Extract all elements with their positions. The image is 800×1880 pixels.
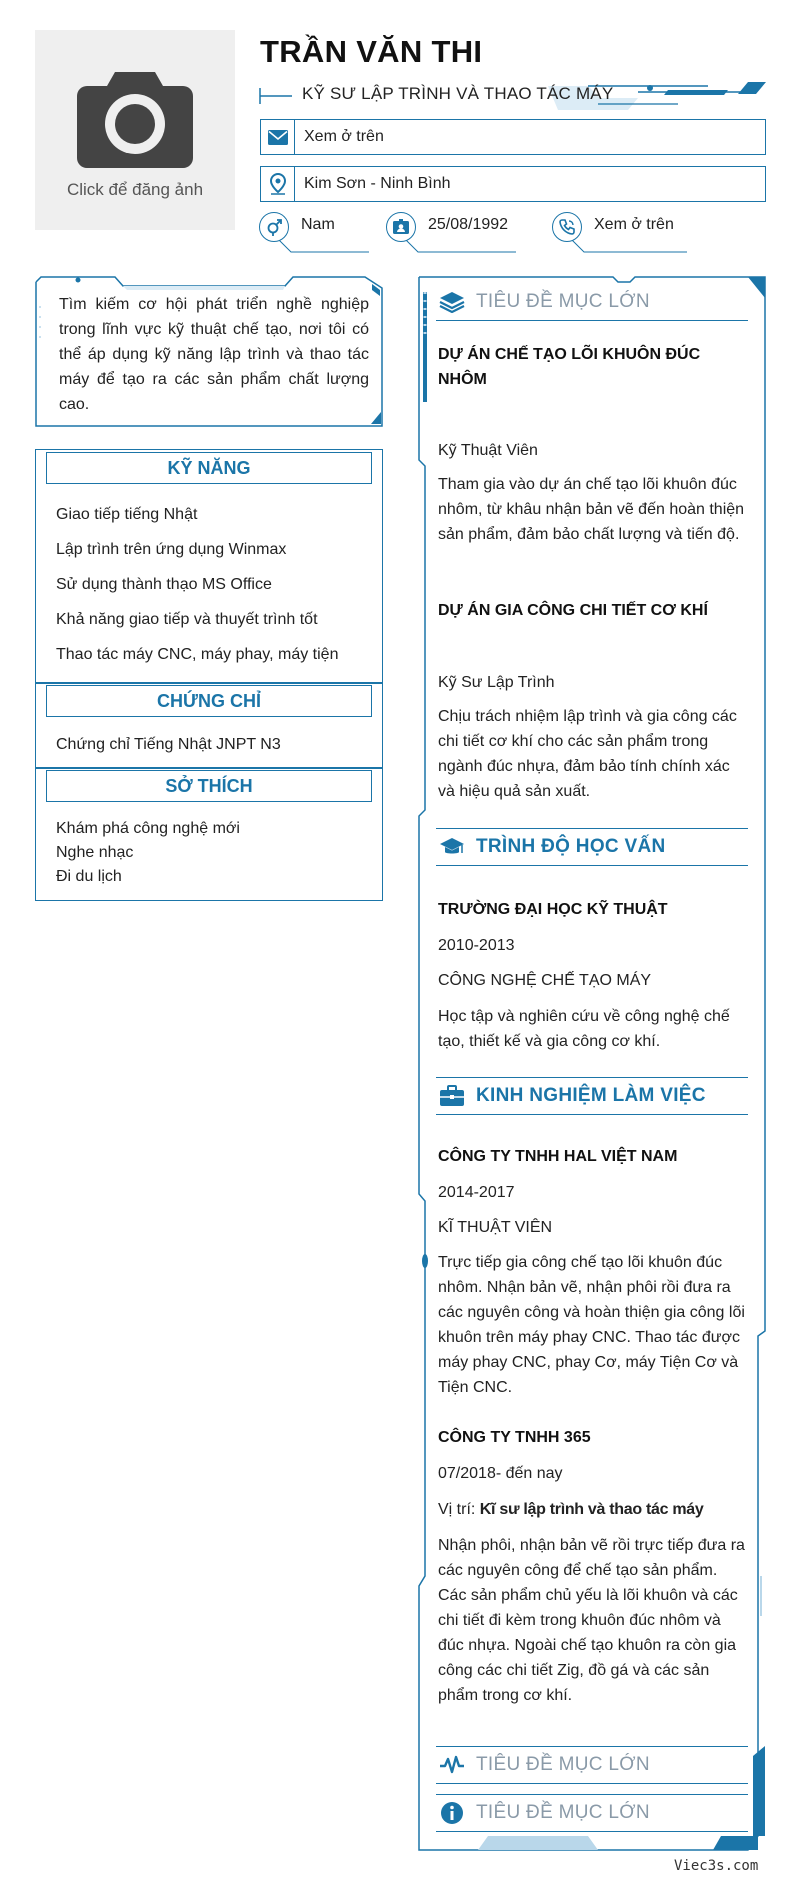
photo-upload[interactable] xyxy=(35,30,235,230)
certificates-heading: CHỨNG CHỈ xyxy=(46,685,372,717)
extra-section-heading[interactable] xyxy=(436,1746,748,1784)
info-icon xyxy=(440,1801,464,1825)
career-objective[interactable] xyxy=(35,276,383,430)
phone-value: Xem ở trên xyxy=(594,216,674,233)
job-years[interactable]: 2014-2017 xyxy=(438,1184,515,1201)
experience-heading[interactable] xyxy=(436,1077,748,1115)
job-description[interactable]: Trực tiếp gia công chế tạo lõi khuôn đúc nhôm. Nhận bản vẽ, nhận phôi rồi đưa ra các nguyên công và hoàn thiện gia công lõi khuôn trên máy phay CNC. Thao tác được máy phay CNC, phay Cơ, máy Tiện Cơ và Tiện CNC. xyxy=(438,1254,745,1396)
section-divider xyxy=(35,767,383,769)
job-title-row xyxy=(258,80,768,114)
graduation-cap-icon xyxy=(439,836,465,858)
layers-icon xyxy=(439,291,465,313)
job-description[interactable]: Nhận phôi, nhận bản vẽ rồi trực tiếp đưa ra các nguyên công để chế tạo sản phẩm. Các sản phẩm chủ yếu là lõi khuôn và các chi tiết đi kèm trong khuôn đúc nhôm và đúc nhựa. Ngoài chế tạo khuôn ra còn gia công các chi tiết Zig, đồ gá và các sản phẩm trong cơ khí. xyxy=(438,1537,745,1704)
extra-section-heading-text: TIÊU ĐỀ MỤC LỚN xyxy=(476,1754,650,1775)
hobby-item[interactable]: Khám phá công nghệ mới xyxy=(56,820,240,837)
extra-section-heading[interactable] xyxy=(436,1794,748,1832)
company-name[interactable]: CÔNG TY TNHH 365 xyxy=(438,1429,591,1446)
company-name[interactable]: CÔNG TY TNHH HAL VIỆT NAM xyxy=(438,1148,678,1165)
education-heading[interactable] xyxy=(436,828,748,866)
job-position[interactable]: KĨ THUẬT VIÊN xyxy=(438,1219,553,1236)
skill-item[interactable]: Sử dụng thành thạo MS Office xyxy=(56,576,272,593)
gender-info[interactable] xyxy=(259,212,369,256)
underline-decoration xyxy=(572,240,687,254)
email-field[interactable] xyxy=(260,119,766,155)
underline-decoration xyxy=(279,240,369,254)
skill-item[interactable]: Thao tác máy CNC, máy phay, máy tiện xyxy=(56,646,339,663)
extra-section-heading-text: TIÊU ĐỀ MỤC LỚN xyxy=(476,1802,650,1823)
address-field[interactable] xyxy=(260,166,766,202)
education-heading-text: TRÌNH ĐỘ HỌC VẤN xyxy=(476,836,666,857)
job-position-row[interactable] xyxy=(438,1497,748,1522)
education-major[interactable]: CÔNG NGHỆ CHẾ TẠO MÁY xyxy=(438,972,652,989)
projects-heading[interactable] xyxy=(436,283,748,321)
certificate-item[interactable]: Chứng chỉ Tiếng Nhật JNPT N3 xyxy=(56,736,281,753)
education-years[interactable]: 2010-2013 xyxy=(438,937,515,954)
id-card-icon xyxy=(392,218,410,236)
skill-item[interactable]: Lập trình trên ứng dụng Winmax xyxy=(56,541,287,558)
job-position: Kĩ sư lập trình và thao tác máy xyxy=(479,1501,704,1518)
objective-text: Tìm kiếm cơ hội phát triển nghề nghiệp trong lĩnh vực kỹ thuật chế tạo, nơi tôi có thể áp dụng kỹ năng lập trình và thao tác máy để tạo ra các sản phẩm chất lượng cao. xyxy=(59,296,369,413)
phone-info[interactable] xyxy=(552,212,692,256)
site-watermark: Viec3s.com xyxy=(674,1858,759,1874)
job-years[interactable]: 07/2018- đến nay xyxy=(438,1465,563,1482)
gender-icon xyxy=(265,218,283,236)
project-name[interactable]: DỰ ÁN CHẾ TẠO LÕI KHUÔN ĐÚC NHÔM xyxy=(438,346,701,388)
left-sidebar xyxy=(35,449,383,901)
dob-value: 25/08/1992 xyxy=(428,216,509,233)
camera-icon xyxy=(75,66,195,170)
gender-value: Nam xyxy=(301,216,335,233)
experience-heading-text: KINH NGHIỆM LÀM VIỆC xyxy=(476,1085,706,1106)
pulse-icon xyxy=(439,1755,465,1775)
project-description[interactable]: Chịu trách nhiệm lập trình và gia công các chi tiết cơ khí cho các sản phẩm trong ngành đúc nhựa, đảm bảo tính chính xác và hiệu quả sản xuất. xyxy=(438,708,737,800)
hobbies-heading: SỞ THÍCH xyxy=(46,770,372,802)
skills-heading: KỸ NĂNG xyxy=(46,452,372,484)
project-description[interactable]: Tham gia vào dự án chế tạo lõi khuôn đúc nhôm, từ khâu nhận bản vẽ đến hoàn thiện sản phẩm, đảm bảo chất lượng và tiến độ. xyxy=(438,476,745,543)
candidate-name[interactable]: TRẦN VĂN THI xyxy=(260,34,483,69)
school-name[interactable]: TRƯỜNG ĐẠI HỌC KỸ THUẬT xyxy=(438,901,668,918)
address-value: Kim Sơn - Ninh Bình xyxy=(304,175,451,192)
project-role[interactable]: Kỹ Thuật Viên xyxy=(438,442,538,459)
skill-item[interactable]: Khả năng giao tiếp và thuyết trình tốt xyxy=(56,611,318,628)
phone-icon xyxy=(558,218,576,236)
skill-item[interactable]: Giao tiếp tiếng Nhật xyxy=(56,506,198,523)
underline-decoration xyxy=(406,240,516,254)
hobby-item[interactable]: Đi du lịch xyxy=(56,868,122,885)
location-pin-icon xyxy=(269,173,287,195)
briefcase-icon xyxy=(439,1085,465,1107)
photo-label: Click để đăng ảnh xyxy=(66,180,204,199)
section-divider xyxy=(35,682,383,684)
dob-info[interactable] xyxy=(386,212,521,256)
hobby-item[interactable]: Nghe nhạc xyxy=(56,844,134,861)
job-title[interactable]: KỸ SƯ LẬP TRÌNH VÀ THAO TÁC MÁY xyxy=(302,84,614,103)
projects-heading-text: TIÊU ĐỀ MỤC LỚN xyxy=(476,291,650,312)
project-name[interactable]: DỰ ÁN GIA CÔNG CHI TIẾT CƠ KHÍ xyxy=(438,602,708,619)
position-label: Vị trí: xyxy=(438,1501,476,1518)
project-role[interactable]: Kỹ Sư Lập Trình xyxy=(438,674,555,691)
envelope-icon xyxy=(268,130,288,145)
education-description[interactable]: Học tập và nghiên cứu về công nghệ chế tạo, thiết kế và gia công cơ khí. xyxy=(438,1008,730,1050)
email-value: Xem ở trên xyxy=(304,128,384,145)
